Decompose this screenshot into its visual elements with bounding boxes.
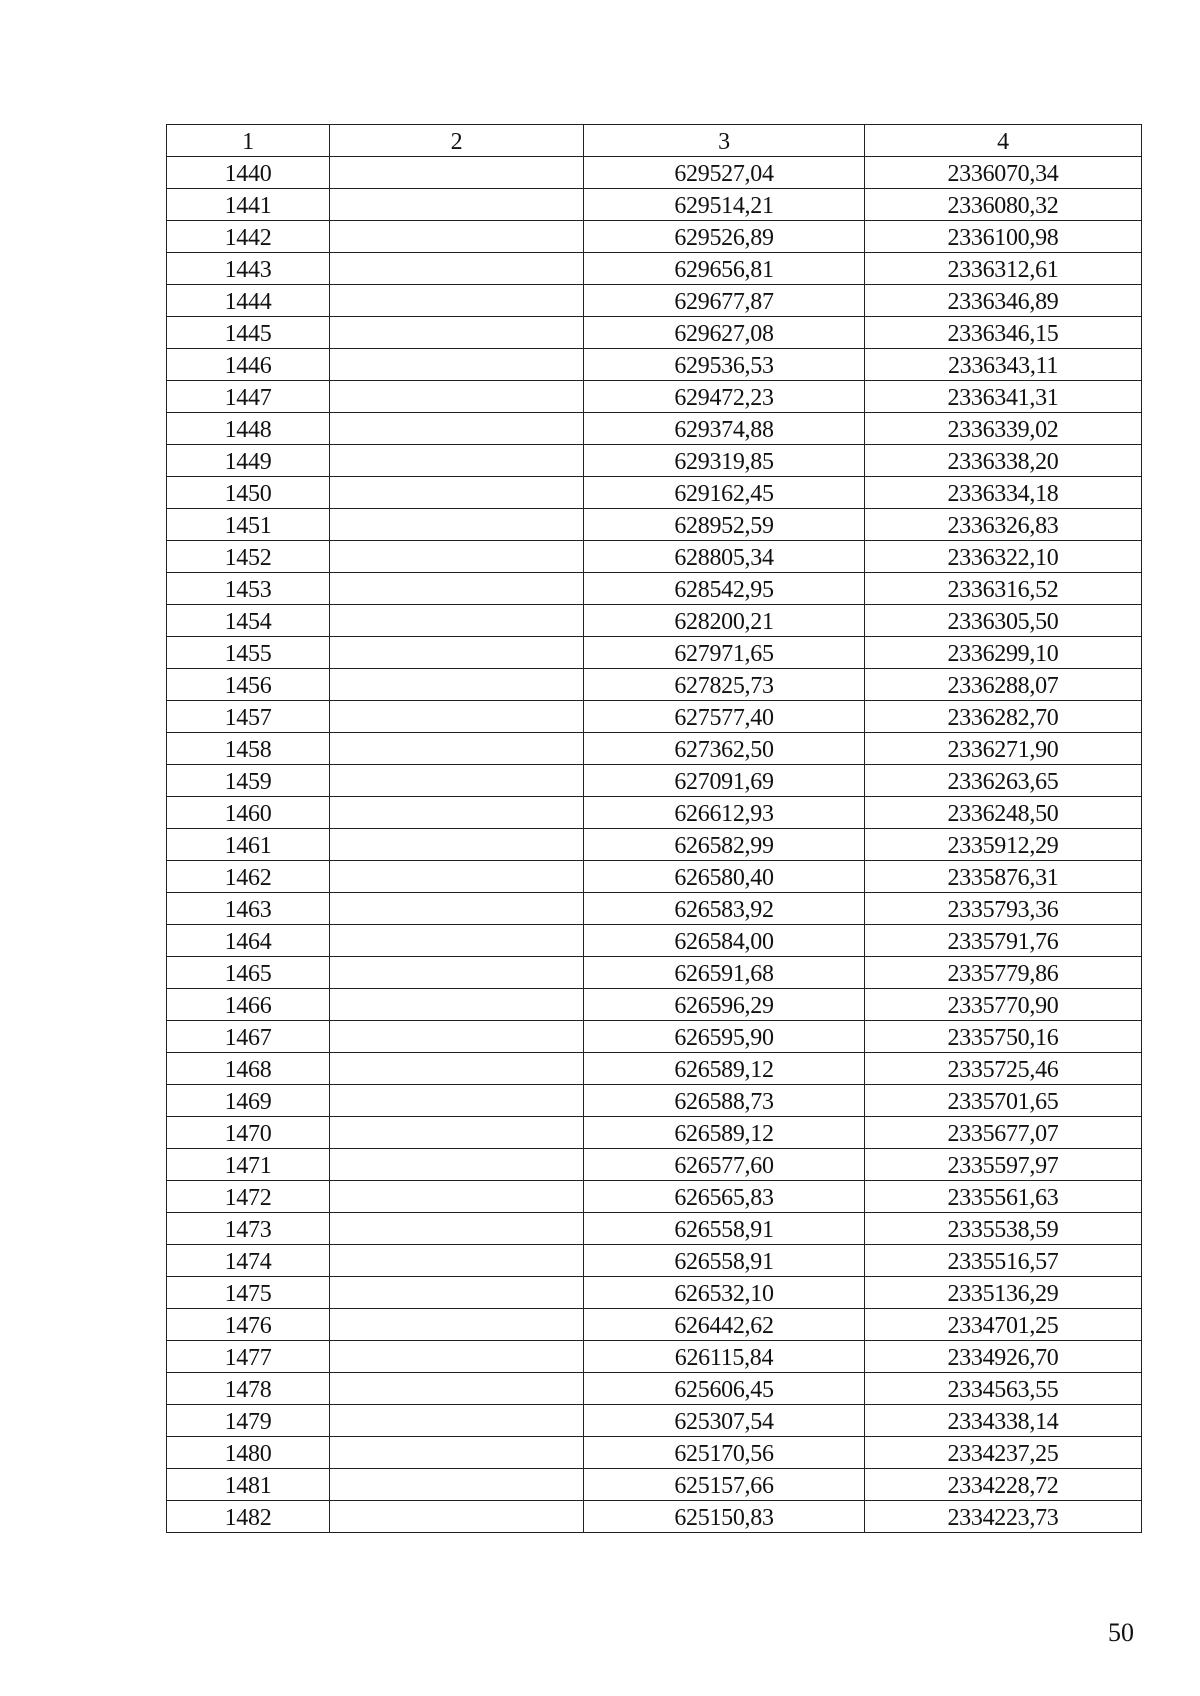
point-number-cell: 1449	[167, 445, 330, 477]
y-coordinate-cell: 2335876,31	[865, 861, 1142, 893]
x-coordinate-cell: 629374,88	[584, 413, 865, 445]
y-coordinate-cell: 2334926,70	[865, 1341, 1142, 1373]
table-row	[167, 1501, 1142, 1533]
y-coordinate-cell: 2335779,86	[865, 957, 1142, 989]
point-number-cell: 1459	[167, 765, 330, 797]
x-coordinate-cell: 626558,91	[584, 1245, 865, 1277]
column-2-cell	[330, 1469, 584, 1501]
table-row	[167, 1021, 1142, 1053]
y-coordinate-cell: 2335791,76	[865, 925, 1142, 957]
y-coordinate-cell: 2336346,89	[865, 285, 1142, 317]
table-row	[167, 669, 1142, 701]
table-row	[167, 1181, 1142, 1213]
x-coordinate-cell: 629319,85	[584, 445, 865, 477]
y-coordinate-cell: 2335561,63	[865, 1181, 1142, 1213]
y-coordinate-cell: 2334563,55	[865, 1373, 1142, 1405]
column-2-cell	[330, 317, 584, 349]
column-header-1: 1	[167, 125, 330, 157]
y-coordinate-cell: 2336070,34	[865, 157, 1142, 189]
x-coordinate-cell: 628542,95	[584, 573, 865, 605]
table-row	[167, 605, 1142, 637]
y-coordinate-cell: 2335538,59	[865, 1213, 1142, 1245]
x-coordinate-cell: 626558,91	[584, 1213, 865, 1245]
table-row	[167, 925, 1142, 957]
point-number-cell: 1444	[167, 285, 330, 317]
y-coordinate-cell: 2336312,61	[865, 253, 1142, 285]
column-2-cell	[330, 1245, 584, 1277]
point-number-cell: 1482	[167, 1501, 330, 1533]
table-row	[167, 1245, 1142, 1277]
table-row	[167, 701, 1142, 733]
y-coordinate-cell: 2335770,90	[865, 989, 1142, 1021]
column-2-cell	[330, 637, 584, 669]
point-number-cell: 1465	[167, 957, 330, 989]
x-coordinate-cell: 626577,60	[584, 1149, 865, 1181]
table-row	[167, 797, 1142, 829]
table-row	[167, 1213, 1142, 1245]
point-number-cell: 1454	[167, 605, 330, 637]
y-coordinate-cell: 2336271,90	[865, 733, 1142, 765]
column-2-cell	[330, 157, 584, 189]
column-2-cell	[330, 1309, 584, 1341]
point-number-cell: 1469	[167, 1085, 330, 1117]
x-coordinate-cell: 626442,62	[584, 1309, 865, 1341]
point-number-cell: 1451	[167, 509, 330, 541]
column-2-cell	[330, 893, 584, 925]
column-2-cell	[330, 1053, 584, 1085]
y-coordinate-cell: 2335597,97	[865, 1149, 1142, 1181]
y-coordinate-cell: 2335516,57	[865, 1245, 1142, 1277]
y-coordinate-cell: 2336334,18	[865, 477, 1142, 509]
column-2-cell	[330, 1437, 584, 1469]
column-2-cell	[330, 1021, 584, 1053]
table-row	[167, 1469, 1142, 1501]
column-2-cell	[330, 765, 584, 797]
y-coordinate-cell: 2336322,10	[865, 541, 1142, 573]
point-number-cell: 1479	[167, 1405, 330, 1437]
table-row	[167, 157, 1142, 189]
y-coordinate-cell: 2336248,50	[865, 797, 1142, 829]
point-number-cell: 1478	[167, 1373, 330, 1405]
y-coordinate-cell: 2335677,07	[865, 1117, 1142, 1149]
point-number-cell: 1480	[167, 1437, 330, 1469]
x-coordinate-cell: 626591,68	[584, 957, 865, 989]
table-row	[167, 189, 1142, 221]
point-number-cell: 1461	[167, 829, 330, 861]
x-coordinate-cell: 629536,53	[584, 349, 865, 381]
x-coordinate-cell: 629472,23	[584, 381, 865, 413]
column-2-cell	[330, 189, 584, 221]
table-header-row	[167, 125, 1142, 157]
column-2-cell	[330, 573, 584, 605]
y-coordinate-cell: 2334338,14	[865, 1405, 1142, 1437]
y-coordinate-cell: 2334223,73	[865, 1501, 1142, 1533]
point-number-cell: 1477	[167, 1341, 330, 1373]
table-row	[167, 829, 1142, 861]
table-row	[167, 509, 1142, 541]
table-row	[167, 381, 1142, 413]
y-coordinate-cell: 2336263,65	[865, 765, 1142, 797]
y-coordinate-cell: 2334228,72	[865, 1469, 1142, 1501]
y-coordinate-cell: 2336288,07	[865, 669, 1142, 701]
column-2-cell	[330, 989, 584, 1021]
column-header-2: 2	[330, 125, 584, 157]
table-row	[167, 349, 1142, 381]
table-row	[167, 957, 1142, 989]
point-number-cell: 1466	[167, 989, 330, 1021]
point-number-cell: 1481	[167, 1469, 330, 1501]
y-coordinate-cell: 2336100,98	[865, 221, 1142, 253]
x-coordinate-cell: 626580,40	[584, 861, 865, 893]
point-number-cell: 1470	[167, 1117, 330, 1149]
x-coordinate-cell: 629162,45	[584, 477, 865, 509]
point-number-cell: 1460	[167, 797, 330, 829]
column-header-4: 4	[865, 125, 1142, 157]
x-coordinate-cell: 625170,56	[584, 1437, 865, 1469]
column-2-cell	[330, 1501, 584, 1533]
table-row	[167, 573, 1142, 605]
table-row	[167, 1277, 1142, 1309]
x-coordinate-cell: 629677,87	[584, 285, 865, 317]
x-coordinate-cell: 626588,73	[584, 1085, 865, 1117]
y-coordinate-cell: 2335793,36	[865, 893, 1142, 925]
point-number-cell: 1467	[167, 1021, 330, 1053]
y-coordinate-cell: 2336299,10	[865, 637, 1142, 669]
y-coordinate-cell: 2336326,83	[865, 509, 1142, 541]
x-coordinate-cell: 626612,93	[584, 797, 865, 829]
x-coordinate-cell: 629627,08	[584, 317, 865, 349]
point-number-cell: 1455	[167, 637, 330, 669]
column-2-cell	[330, 1341, 584, 1373]
y-coordinate-cell: 2336341,31	[865, 381, 1142, 413]
column-2-cell	[330, 925, 584, 957]
point-number-cell: 1452	[167, 541, 330, 573]
point-number-cell: 1476	[167, 1309, 330, 1341]
table-row	[167, 221, 1142, 253]
x-coordinate-cell: 626589,12	[584, 1117, 865, 1149]
y-coordinate-cell: 2336305,50	[865, 605, 1142, 637]
table-row	[167, 1085, 1142, 1117]
point-number-cell: 1453	[167, 573, 330, 605]
point-number-cell: 1473	[167, 1213, 330, 1245]
y-coordinate-cell: 2336080,32	[865, 189, 1142, 221]
point-number-cell: 1468	[167, 1053, 330, 1085]
point-number-cell: 1443	[167, 253, 330, 285]
x-coordinate-cell: 627362,50	[584, 733, 865, 765]
table-row	[167, 733, 1142, 765]
column-2-cell	[330, 1277, 584, 1309]
column-2-cell	[330, 253, 584, 285]
table-row	[167, 1437, 1142, 1469]
table-row	[167, 893, 1142, 925]
point-number-cell: 1458	[167, 733, 330, 765]
table-row	[167, 1149, 1142, 1181]
point-number-cell: 1450	[167, 477, 330, 509]
column-2-cell	[330, 349, 584, 381]
column-2-cell	[330, 669, 584, 701]
y-coordinate-cell: 2336339,02	[865, 413, 1142, 445]
y-coordinate-cell: 2335725,46	[865, 1053, 1142, 1085]
table-row	[167, 1405, 1142, 1437]
table-row	[167, 1373, 1142, 1405]
table-row	[167, 861, 1142, 893]
point-number-cell: 1440	[167, 157, 330, 189]
column-header-3: 3	[584, 125, 865, 157]
column-2-cell	[330, 541, 584, 573]
column-2-cell	[330, 861, 584, 893]
point-number-cell: 1445	[167, 317, 330, 349]
column-2-cell	[330, 445, 584, 477]
x-coordinate-cell: 625606,45	[584, 1373, 865, 1405]
page-number: 50	[1108, 1618, 1134, 1647]
x-coordinate-cell: 628952,59	[584, 509, 865, 541]
column-2-cell	[330, 1405, 584, 1437]
x-coordinate-cell: 626584,00	[584, 925, 865, 957]
point-number-cell: 1464	[167, 925, 330, 957]
column-2-cell	[330, 509, 584, 541]
point-number-cell: 1474	[167, 1245, 330, 1277]
x-coordinate-cell: 627577,40	[584, 701, 865, 733]
table-row	[167, 1053, 1142, 1085]
y-coordinate-cell: 2334237,25	[865, 1437, 1142, 1469]
column-2-cell	[330, 701, 584, 733]
point-number-cell: 1463	[167, 893, 330, 925]
x-coordinate-cell: 625307,54	[584, 1405, 865, 1437]
x-coordinate-cell: 626565,83	[584, 1181, 865, 1213]
x-coordinate-cell: 629526,89	[584, 221, 865, 253]
column-2-cell	[330, 477, 584, 509]
x-coordinate-cell: 626596,29	[584, 989, 865, 1021]
x-coordinate-cell: 625157,66	[584, 1469, 865, 1501]
y-coordinate-cell: 2335701,65	[865, 1085, 1142, 1117]
table-row	[167, 285, 1142, 317]
x-coordinate-cell: 629527,04	[584, 157, 865, 189]
y-coordinate-cell: 2336343,11	[865, 349, 1142, 381]
x-coordinate-cell: 626532,10	[584, 1277, 865, 1309]
x-coordinate-cell: 627825,73	[584, 669, 865, 701]
x-coordinate-cell: 626115,84	[584, 1341, 865, 1373]
table-row	[167, 413, 1142, 445]
x-coordinate-cell: 629656,81	[584, 253, 865, 285]
column-2-cell	[330, 1149, 584, 1181]
column-2-cell	[330, 605, 584, 637]
column-2-cell	[330, 413, 584, 445]
column-2-cell	[330, 381, 584, 413]
column-2-cell	[330, 957, 584, 989]
x-coordinate-cell: 626582,99	[584, 829, 865, 861]
point-number-cell: 1447	[167, 381, 330, 413]
table-row	[167, 317, 1142, 349]
point-number-cell: 1446	[167, 349, 330, 381]
point-number-cell: 1472	[167, 1181, 330, 1213]
column-2-cell	[330, 221, 584, 253]
y-coordinate-cell: 2334701,25	[865, 1309, 1142, 1341]
y-coordinate-cell: 2336338,20	[865, 445, 1142, 477]
x-coordinate-cell: 628200,21	[584, 605, 865, 637]
x-coordinate-cell: 627971,65	[584, 637, 865, 669]
column-2-cell	[330, 733, 584, 765]
table-row	[167, 253, 1142, 285]
table-row	[167, 477, 1142, 509]
x-coordinate-cell: 626583,92	[584, 893, 865, 925]
table-row	[167, 1117, 1142, 1149]
table-row	[167, 445, 1142, 477]
column-2-cell	[330, 1181, 584, 1213]
y-coordinate-cell: 2336316,52	[865, 573, 1142, 605]
column-2-cell	[330, 1117, 584, 1149]
x-coordinate-cell: 626589,12	[584, 1053, 865, 1085]
y-coordinate-cell: 2336282,70	[865, 701, 1142, 733]
table-row	[167, 765, 1142, 797]
column-2-cell	[330, 1085, 584, 1117]
x-coordinate-cell: 627091,69	[584, 765, 865, 797]
x-coordinate-cell: 625150,83	[584, 1501, 865, 1533]
table-body	[167, 157, 1142, 1533]
column-2-cell	[330, 1373, 584, 1405]
column-2-cell	[330, 797, 584, 829]
point-number-cell: 1441	[167, 189, 330, 221]
y-coordinate-cell: 2335750,16	[865, 1021, 1142, 1053]
point-number-cell: 1442	[167, 221, 330, 253]
point-number-cell: 1457	[167, 701, 330, 733]
point-number-cell: 1448	[167, 413, 330, 445]
column-2-cell	[330, 285, 584, 317]
point-number-cell: 1456	[167, 669, 330, 701]
column-2-cell	[330, 1213, 584, 1245]
table-row	[167, 989, 1142, 1021]
point-number-cell: 1462	[167, 861, 330, 893]
table-row	[167, 637, 1142, 669]
x-coordinate-cell: 626595,90	[584, 1021, 865, 1053]
x-coordinate-cell: 628805,34	[584, 541, 865, 573]
point-number-cell: 1475	[167, 1277, 330, 1309]
x-coordinate-cell: 629514,21	[584, 189, 865, 221]
y-coordinate-cell: 2335136,29	[865, 1277, 1142, 1309]
y-coordinate-cell: 2336346,15	[865, 317, 1142, 349]
table-row	[167, 1309, 1142, 1341]
point-number-cell: 1471	[167, 1149, 330, 1181]
coordinates-table	[166, 124, 1142, 1533]
column-2-cell	[330, 829, 584, 861]
table-row	[167, 541, 1142, 573]
y-coordinate-cell: 2335912,29	[865, 829, 1142, 861]
table-row	[167, 1341, 1142, 1373]
